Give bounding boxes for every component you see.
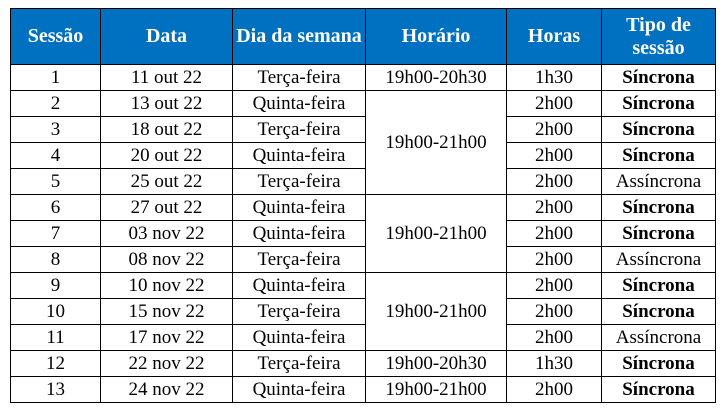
cell-horario: 19h00-21h00 bbox=[366, 195, 507, 273]
cell-data: 20 out 22 bbox=[101, 143, 233, 169]
table-row bbox=[11, 143, 716, 169]
cell-dia: Terça-feira bbox=[233, 117, 366, 143]
table-row bbox=[11, 247, 716, 273]
cell-tipo: Assíncrona bbox=[602, 169, 716, 195]
cell-data: 22 nov 22 bbox=[101, 351, 233, 377]
header-data: Data bbox=[101, 9, 233, 65]
cell-sessao: 9 bbox=[11, 273, 101, 299]
cell-data: 24 nov 22 bbox=[101, 377, 233, 403]
cell-horas: 2h00 bbox=[507, 247, 602, 273]
cell-horas: 2h00 bbox=[507, 169, 602, 195]
cell-dia: Terça-feira bbox=[233, 65, 366, 91]
cell-sessao: 6 bbox=[11, 195, 101, 221]
cell-horas: 2h00 bbox=[507, 195, 602, 221]
cell-sessao: 2 bbox=[11, 91, 101, 117]
cell-dia: Quinta-feira bbox=[233, 143, 366, 169]
cell-sessao: 8 bbox=[11, 247, 101, 273]
cell-data: 18 out 22 bbox=[101, 117, 233, 143]
table-body bbox=[11, 65, 716, 403]
table-row bbox=[11, 65, 716, 91]
cell-horario: 19h00-20h30 bbox=[366, 65, 507, 91]
cell-data: 03 nov 22 bbox=[101, 221, 233, 247]
cell-dia: Quinta-feira bbox=[233, 273, 366, 299]
header-tipo-sessao: Tipo de sessão bbox=[602, 9, 716, 65]
cell-dia: Quinta-feira bbox=[233, 325, 366, 351]
table-row bbox=[11, 195, 716, 221]
cell-tipo: Síncrona bbox=[602, 91, 716, 117]
cell-horario: 19h00-21h00 bbox=[366, 91, 507, 195]
cell-sessao: 3 bbox=[11, 117, 101, 143]
cell-horas: 2h00 bbox=[507, 273, 602, 299]
cell-tipo: Síncrona bbox=[602, 117, 716, 143]
table-row bbox=[11, 117, 716, 143]
cell-data: 08 nov 22 bbox=[101, 247, 233, 273]
cell-horas: 2h00 bbox=[507, 117, 602, 143]
table-header bbox=[11, 9, 716, 65]
table-row bbox=[11, 273, 716, 299]
cell-horas: 2h00 bbox=[507, 299, 602, 325]
cell-tipo: Assíncrona bbox=[602, 247, 716, 273]
cell-data: 11 out 22 bbox=[101, 65, 233, 91]
cell-sessao: 1 bbox=[11, 65, 101, 91]
cell-tipo: Síncrona bbox=[602, 221, 716, 247]
schedule-table-container bbox=[10, 8, 716, 403]
cell-dia: Terça-feira bbox=[233, 247, 366, 273]
cell-data: 15 nov 22 bbox=[101, 299, 233, 325]
cell-data: 17 nov 22 bbox=[101, 325, 233, 351]
cell-horario: 19h00-21h00 bbox=[366, 273, 507, 351]
cell-horas: 2h00 bbox=[507, 143, 602, 169]
cell-horas: 1h30 bbox=[507, 65, 602, 91]
header-horario: Horário bbox=[366, 9, 507, 65]
cell-sessao: 12 bbox=[11, 351, 101, 377]
cell-sessao: 11 bbox=[11, 325, 101, 351]
cell-tipo: Síncrona bbox=[602, 299, 716, 325]
header-dia-semana: Dia da semana bbox=[233, 9, 366, 65]
cell-dia: Quinta-feira bbox=[233, 91, 366, 117]
cell-tipo: Assíncrona bbox=[602, 325, 716, 351]
cell-tipo: Síncrona bbox=[602, 195, 716, 221]
cell-dia: Quinta-feira bbox=[233, 195, 366, 221]
cell-sessao: 4 bbox=[11, 143, 101, 169]
cell-data: 13 out 22 bbox=[101, 91, 233, 117]
table-row bbox=[11, 91, 716, 117]
schedule-table bbox=[10, 8, 716, 403]
cell-horas: 2h00 bbox=[507, 221, 602, 247]
header-row bbox=[11, 9, 716, 65]
cell-data: 27 out 22 bbox=[101, 195, 233, 221]
cell-dia: Terça-feira bbox=[233, 169, 366, 195]
table-row bbox=[11, 299, 716, 325]
cell-dia: Terça-feira bbox=[233, 351, 366, 377]
cell-data: 25 out 22 bbox=[101, 169, 233, 195]
cell-tipo: Síncrona bbox=[602, 377, 716, 403]
cell-horas: 2h00 bbox=[507, 91, 602, 117]
cell-sessao: 7 bbox=[11, 221, 101, 247]
header-horas: Horas bbox=[507, 9, 602, 65]
table-row bbox=[11, 325, 716, 351]
cell-tipo: Síncrona bbox=[602, 273, 716, 299]
table-row bbox=[11, 169, 716, 195]
cell-tipo: Síncrona bbox=[602, 143, 716, 169]
cell-horario: 19h00-21h00 bbox=[366, 377, 507, 403]
cell-sessao: 13 bbox=[11, 377, 101, 403]
cell-dia: Quinta-feira bbox=[233, 377, 366, 403]
cell-dia: Terça-feira bbox=[233, 299, 366, 325]
cell-sessao: 10 bbox=[11, 299, 101, 325]
table-row bbox=[11, 351, 716, 377]
cell-horas: 1h30 bbox=[507, 351, 602, 377]
cell-horario: 19h00-20h30 bbox=[366, 351, 507, 377]
cell-sessao: 5 bbox=[11, 169, 101, 195]
table-row bbox=[11, 221, 716, 247]
cell-data: 10 nov 22 bbox=[101, 273, 233, 299]
cell-dia: Quinta-feira bbox=[233, 221, 366, 247]
cell-horas: 2h00 bbox=[507, 325, 602, 351]
cell-horas: 2h00 bbox=[507, 377, 602, 403]
cell-tipo: Síncrona bbox=[602, 351, 716, 377]
table-row bbox=[11, 377, 716, 403]
header-sessao: Sessão bbox=[11, 9, 101, 65]
cell-tipo: Síncrona bbox=[602, 65, 716, 91]
